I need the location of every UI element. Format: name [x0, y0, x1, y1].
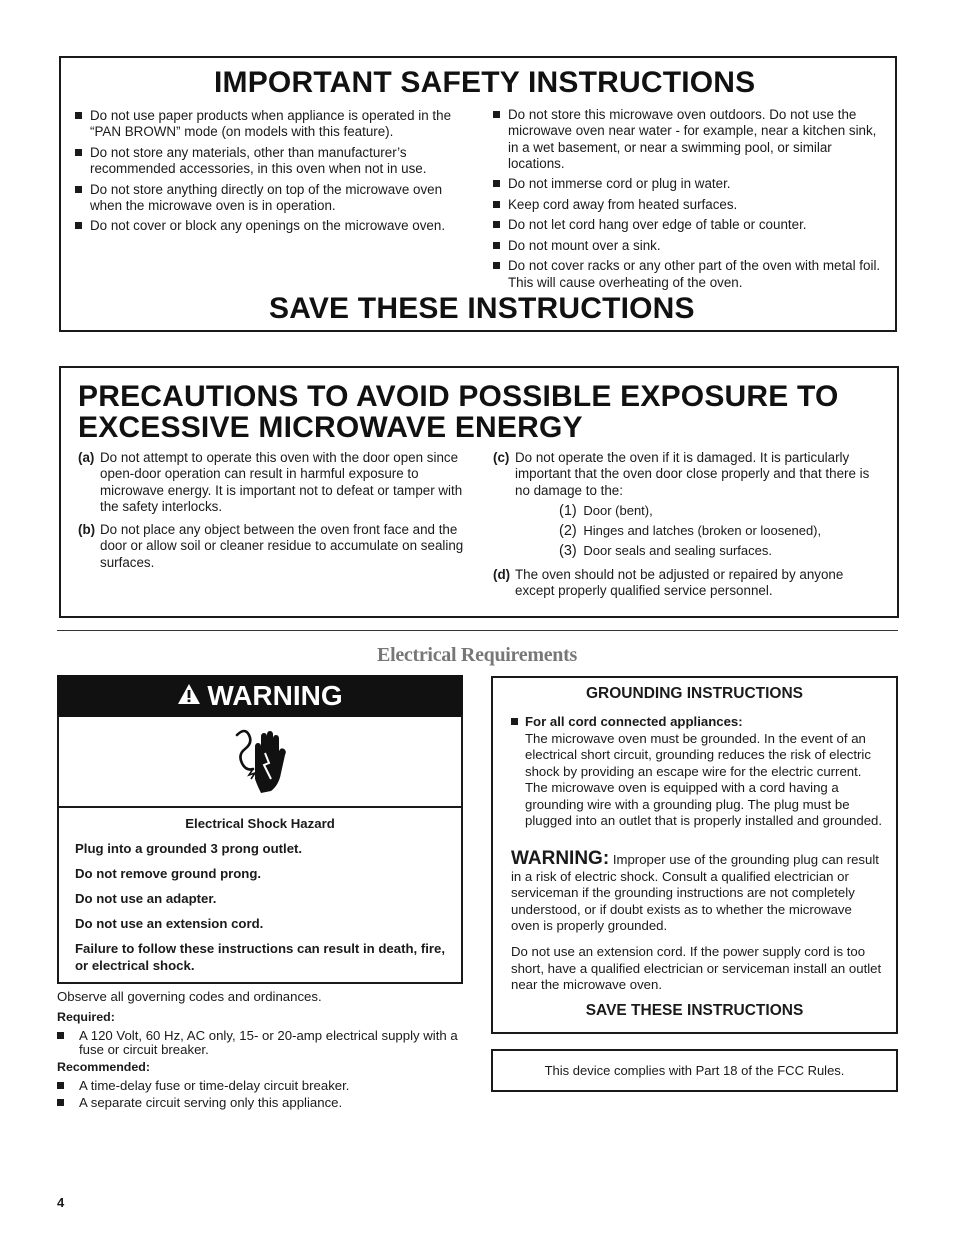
- list-item: Do not store anything directly on top of the microwave oven when the microwave oven is in operation.: [75, 182, 467, 215]
- bullet-square-icon: [57, 1032, 64, 1039]
- precautions-title: [78, 381, 839, 443]
- warning-text-box: [57, 806, 463, 984]
- grounding-bullet-title: For all cord connected appliances:: [525, 714, 743, 729]
- safety-right-column: [493, 107, 885, 295]
- bullet-square-icon: [493, 242, 500, 249]
- page-number: 4: [57, 1195, 65, 1210]
- precautions-right-column: [493, 450, 885, 606]
- grounding-warning: [511, 848, 883, 935]
- electrical-requirements-text: [57, 989, 467, 1112]
- bullet-square-icon: [493, 180, 500, 187]
- grounding-bullet-text: The microwave oven must be grounded. In the event of an electrical short circuit, grounding reduces the risk of electric shock by providing an escape wire for the electric current. The microwave oven is equipped with a cord having a grounding wire with a grounding plug. The plug must be plugged into an outlet that is properly installed and grounded.: [525, 730, 883, 828]
- grounding-warning-word: WARNING:: [511, 848, 610, 869]
- list-item: Do not store any materials, other than manufacturer’s recommended accessories, in this oven when not in use.: [75, 145, 467, 178]
- sub-list-item: (1) Door (bent),: [559, 502, 653, 519]
- bullet-square-icon: [57, 1099, 64, 1106]
- hazard-line: Do not use an adapter.: [75, 891, 217, 906]
- required-label: Required:: [57, 1010, 115, 1024]
- list-item: A separate circuit serving only this appliance.: [57, 1096, 467, 1110]
- safety-left-column: [75, 108, 467, 239]
- list-item: Do not cover or block any openings on the microwave oven.: [75, 218, 467, 234]
- bullet-square-icon: [493, 221, 500, 228]
- hazard-line: Plug into a grounded 3 prong outlet.: [75, 841, 303, 856]
- list-item: Do not mount over a sink.: [493, 238, 885, 254]
- sub-list-item: (3) Door seals and sealing surfaces.: [559, 543, 772, 560]
- bullet-square-icon: [75, 186, 82, 193]
- save-instructions-title: SAVE THESE INSTRUCTIONS: [269, 292, 695, 325]
- list-item: Do not store this microwave oven outdoors. Do not use the microwave oven near water - for example, near a kitchen sink, in a wet basement, or near a swimming pool, or similar locations.: [493, 107, 885, 172]
- grounding-save-title: SAVE THESE INSTRUCTIONS: [585, 1002, 804, 1019]
- observe-text: Observe all governing codes and ordinances.: [57, 989, 322, 1004]
- bullet-square-icon: [493, 262, 500, 269]
- bullet-square-icon: [75, 149, 82, 156]
- section-divider: [57, 630, 898, 631]
- list-item: A time-delay fuse or time-delay circuit breaker.: [57, 1079, 467, 1093]
- list-item: (a) Do not attempt to operate this oven with the door open since open-door operation can result in harmful exposure to microwave energy. It is important not to defeat or tamper with the safety interlocks.: [78, 450, 463, 514]
- precautions-title-line2: EXCESSIVE MICROWAVE ENERGY: [78, 411, 583, 444]
- list-item: (b) Do not place any object between the oven front face and the door or allow soil or cleaner residue to accumulate on sealing surfaces.: [78, 522, 464, 570]
- warning-icon-box: [57, 715, 463, 808]
- grounding-warning-text: Improper use of the grounding plug can result in a risk of electric shock. Consult a qualified electrician or serviceman if the grounding instructions are not completely understood, or if doubt exists as to whether the microwave oven is properly grounded.: [511, 852, 879, 933]
- hazard-title: Electrical Shock Hazard: [185, 816, 335, 831]
- bullet-square-icon: [57, 1082, 64, 1089]
- grounding-instructions-box: [491, 676, 898, 1034]
- precautions-box: [59, 366, 899, 618]
- list-item: Do not use paper products when appliance is operated in the “PAN BROWN” mode (on models with this feature).: [75, 108, 467, 141]
- hazard-line: Do not use an extension cord.: [75, 916, 264, 931]
- precautions-left-column: [78, 450, 468, 578]
- fcc-compliance-box: [491, 1049, 898, 1092]
- list-item: Do not let cord hang over edge of table or counter.: [493, 217, 885, 233]
- fcc-text: This device complies with Part 18 of the FCC Rules.: [544, 1063, 845, 1078]
- bullet-square-icon: [493, 111, 500, 118]
- warning-title: WARNING: [207, 680, 343, 711]
- warning-header: [57, 675, 463, 717]
- bullet-square-icon: [75, 222, 82, 229]
- sub-list-item: (2) Hinges and latches (broken or loosened),: [559, 523, 822, 540]
- bullet-square-icon: [511, 718, 518, 725]
- extension-cord-text: Do not use an extension cord. If the power supply cord is too short, have a qualified electrician or serviceman install an outlet near the microwave oven.: [511, 944, 882, 992]
- list-item: (c) Do not operate the oven if it is damaged. It is particularly important that the oven door close properly and that there is no damage to the: (1) Door (bent), (2) Hinges and latches (broken or loosened), (3) Door seals and sealing surfaces.: [493, 450, 885, 560]
- grounding-title: GROUNDING INSTRUCTIONS: [586, 685, 803, 702]
- section-title: Electrical Requirements: [377, 644, 577, 666]
- list-item: Do not immerse cord or plug in water.: [493, 176, 885, 192]
- safety-title: IMPORTANT SAFETY INSTRUCTIONS: [214, 66, 756, 99]
- hazard-line: Do not remove ground prong.: [75, 866, 262, 881]
- list-item: A 120 Volt, 60 Hz, AC only, 15- or 20-amp electrical supply with a fuse or circuit breaker.: [57, 1029, 467, 1057]
- warning-triangle-icon: [177, 680, 201, 712]
- hazard-line: Failure to follow these instructions can result in death, fire, or electrical shock.: [75, 941, 446, 973]
- list-item: (d) The oven should not be adjusted or repaired by anyone except properly qualified service personnel.: [493, 566, 844, 599]
- recommended-label: Recommended:: [57, 1060, 150, 1074]
- bullet-square-icon: [75, 112, 82, 119]
- electrical-shock-hand-icon: [231, 725, 293, 802]
- list-item: Do not cover racks or any other part of the oven with metal foil. This will cause overheating of the oven.: [493, 258, 885, 291]
- grounding-bullet: [511, 714, 883, 830]
- list-item: Keep cord away from heated surfaces.: [493, 197, 885, 213]
- precautions-title-line1: PRECAUTIONS TO AVOID POSSIBLE EXPOSURE TO: [78, 380, 839, 413]
- safety-instructions-box: [59, 56, 897, 332]
- bullet-square-icon: [493, 201, 500, 208]
